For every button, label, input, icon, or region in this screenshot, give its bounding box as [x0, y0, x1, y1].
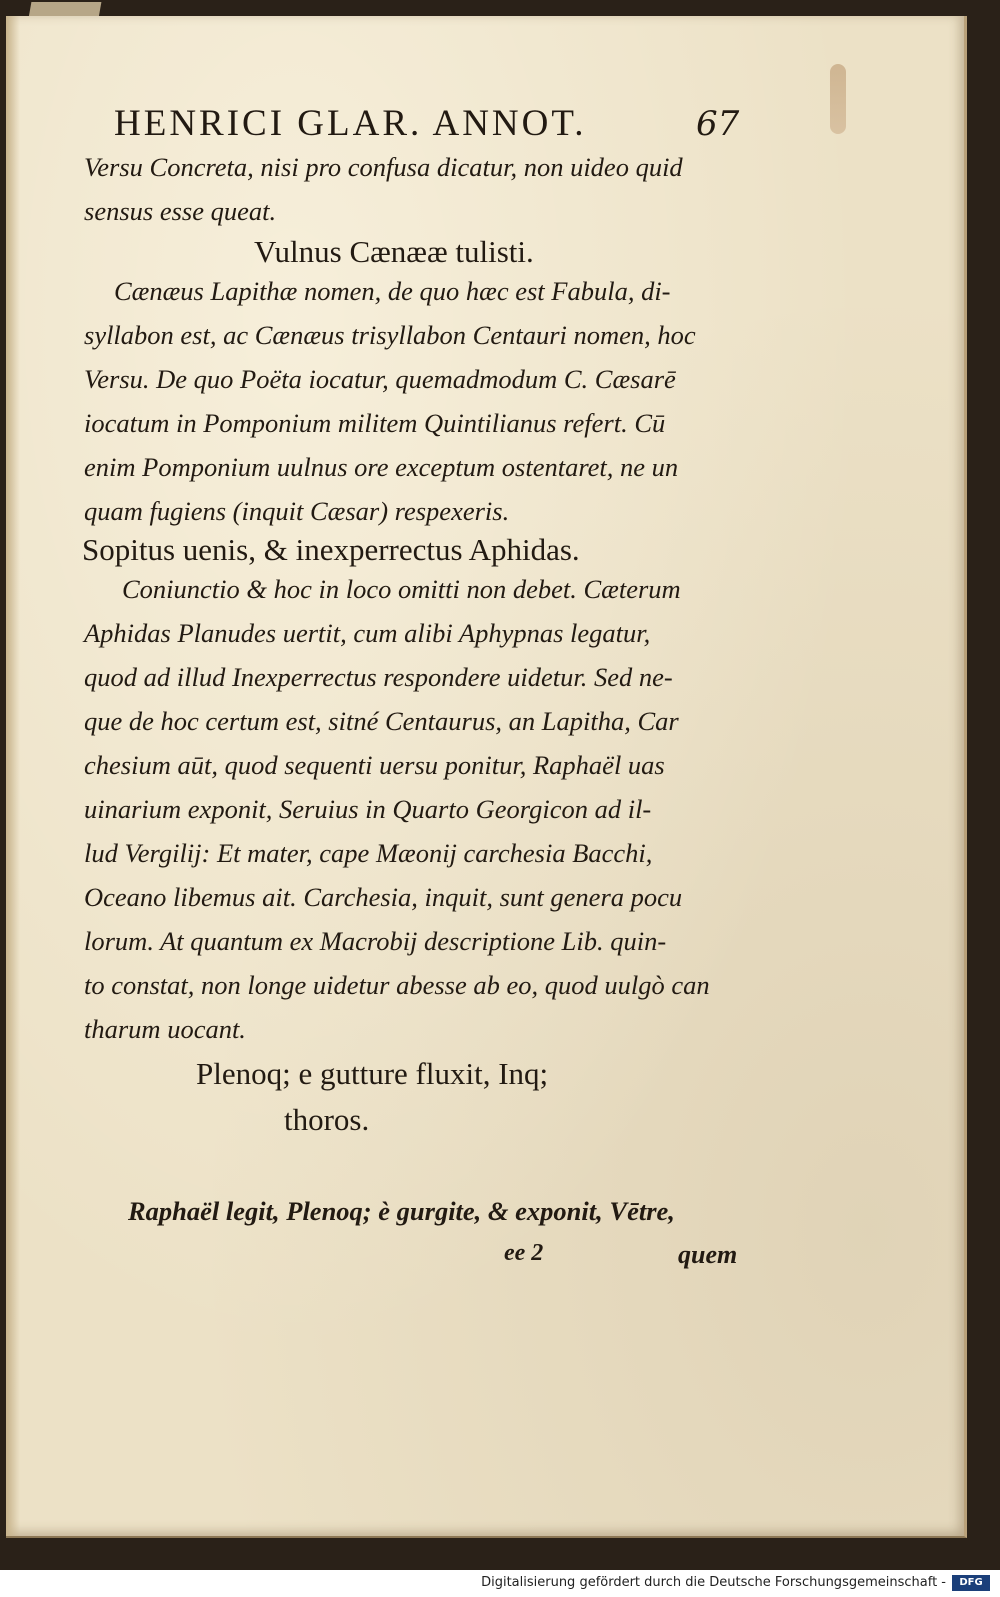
- text-line: Cænæus Lapithæ nomen, de quo hæc est Fabula, di-: [114, 276, 671, 306]
- page-stain: [830, 64, 846, 134]
- lemma-heading: Plenoq; e gutture fluxit, Inq;: [196, 1056, 549, 1091]
- digitization-credit: Digitalisierung gefördert durch die Deutsche Forschungsgemeinschaft -: [481, 1575, 946, 1590]
- text-line: Raphaël legit, Plenoq; è gurgite, & exponit, Vētre,: [128, 1196, 675, 1226]
- text-line: uinarium exponit, Seruius in Quarto Georgicon ad il-: [84, 794, 652, 824]
- footer-bar: [0, 1571, 1000, 1597]
- text-line: Aphidas Planudes uertit, cum alibi Aphypnas legatur,: [84, 618, 651, 648]
- signature-mark: ee 2: [504, 1240, 544, 1266]
- text-line: iocatum in Pomponium militem Quintilianus refert. Cū: [84, 408, 666, 438]
- text-line: Versu. De quo Poëta iocatur, quemadmodum C. Cæsarē: [84, 364, 676, 394]
- text-line: enim Pomponium uulnus ore exceptum ostentaret, ne un: [84, 452, 679, 482]
- lemma-heading: thoros.: [284, 1102, 370, 1137]
- page-edge: [6, 16, 20, 1536]
- lemma-heading: Sopitus uenis, & inexperrectus Aphidas.: [82, 532, 580, 567]
- text-line: sensus esse queat.: [84, 196, 277, 226]
- text-line: Coniunctio & hoc in loco omitti non debet. Cæterum: [122, 574, 681, 604]
- text-line: quod ad illud Inexperrectus respondere uidetur. Sed ne-: [84, 662, 673, 692]
- text-line: tharum uocant.: [84, 1014, 246, 1044]
- running-title: HENRICI GLAR. ANNOT.: [114, 103, 587, 144]
- catchword: quem: [678, 1240, 738, 1269]
- text-line: lud Vergilij: Et mater, cape Mæonij carchesia Bacchi,: [84, 838, 653, 868]
- text-line: lorum. At quantum ex Macrobij descriptione Lib. quin-: [84, 926, 667, 956]
- text-line: syllabon est, ac Cænæus trisyllabon Centauri nomen, hoc: [84, 320, 696, 350]
- text-line: to constat, non longe uidetur abesse ab eo, quod uulgò can: [84, 970, 710, 1000]
- text-line: chesium aūt, quod sequenti uersu ponitur, Raphaël uas: [84, 750, 665, 780]
- book-page: [6, 16, 967, 1538]
- lemma-heading: Vulnus Cænææ tulisti.: [254, 234, 534, 269]
- text-line: Oceano libemus ait. Carchesia, inquit, sunt genera pocu: [84, 882, 683, 912]
- text-line: que de hoc certum est, sitné Centaurus, an Lapitha, Car: [84, 706, 679, 736]
- page-number: 67: [696, 104, 740, 144]
- dfg-logo-icon: DFG: [952, 1575, 990, 1591]
- text-line: Versu Concreta, nisi pro confusa dicatur, non uideo quid: [84, 152, 683, 182]
- text-line: quam fugiens (inquit Cæsar) respexeris.: [84, 496, 510, 526]
